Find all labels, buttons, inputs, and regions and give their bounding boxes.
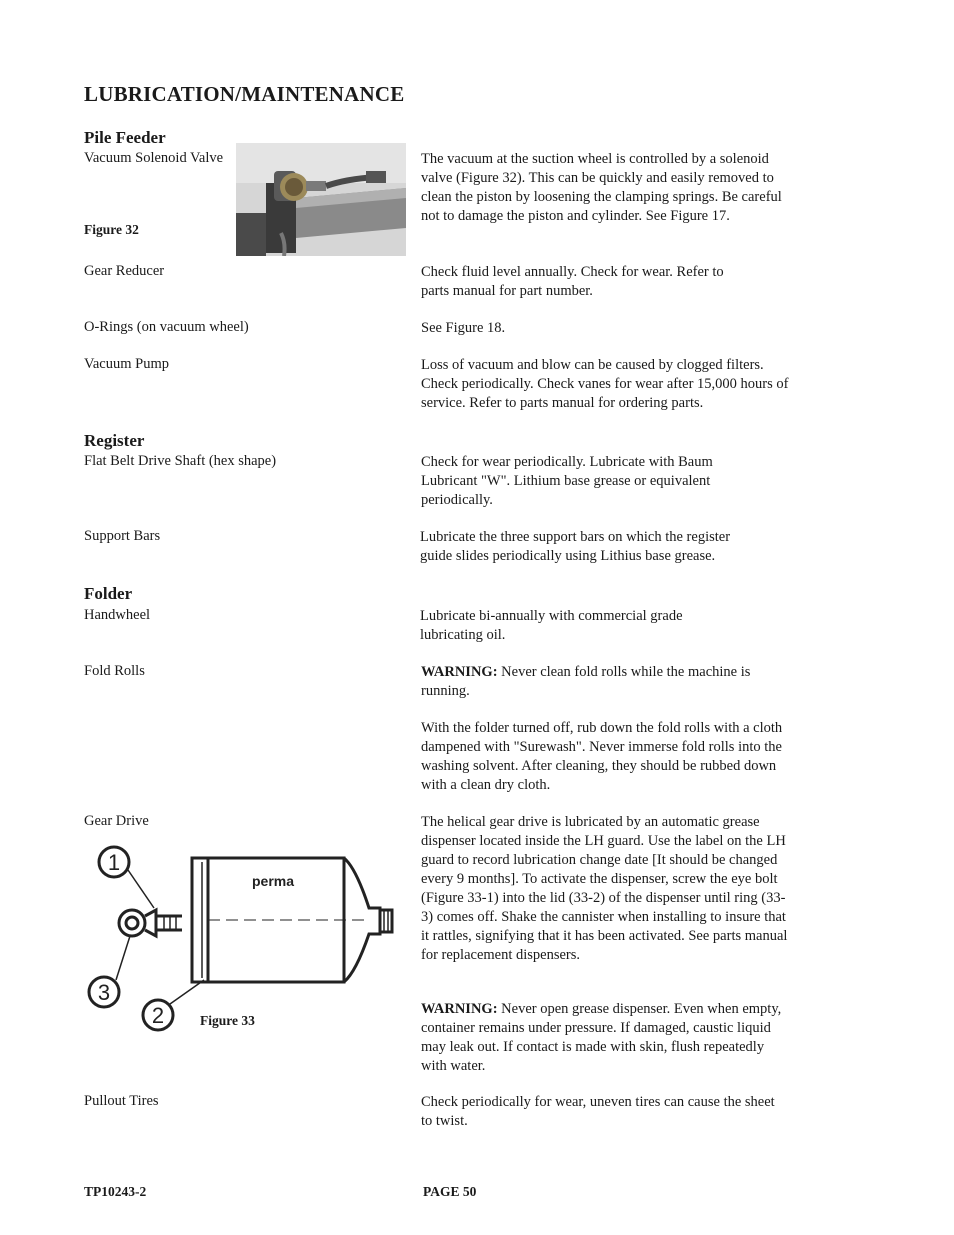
warning-label: WARNING: — [421, 664, 498, 680]
grease-dispenser-illustration — [84, 838, 414, 1038]
support-bars-label: Support Bars — [84, 528, 161, 544]
flat-belt-label: Flat Belt Drive Shaft (hex shape) — [84, 453, 277, 469]
vacuum-solenoid-desc: The vacuum at the suction wheel is controlled by a solenoid valve (Figure 32). This can be quickly and easily removed to clean the piston by loosening the clamping springs. Be careful not to damage the piston and cylinder. See Figure 17. — [421, 151, 782, 224]
gear-drive-desc: The helical gear drive is lubricated by an automatic grease dispenser located inside the LH guard. Use the label on the LH guard to record lubrication change date [It should be changed every 9 months]. To activate the dispenser, screw the eye bolt (Figure 33-1) into the lid (33-2) of the dispenser until ring (33-3) comes off. Shake the cannister when installing to insure that it rattles, signifying that it has been activated. See parts manual for replacement dispensers. — [421, 814, 788, 963]
fold-rolls-desc: With the folder turned off, rub down the fold rolls with a cloth dampened with "Surewash". Never immerse fold rolls into the washing solvent. After cleaning, they should be rubbed down with a clean dry cloth. — [421, 720, 783, 793]
handwheel-desc: Lubricate bi-annually with commercial grade lubricating oil. — [420, 608, 683, 643]
warning-text: Never open grease dispenser. Even when empty, container remains under pressure. If damaged, caustic liquid may leak out. If contact is made with skin, flush repeatedly with water. — [421, 1001, 782, 1074]
footer-document-id: TP10243-2 — [84, 1184, 147, 1199]
folder-heading: Folder — [84, 584, 133, 603]
callout-1: 1 — [107, 850, 121, 875]
warning-text: Never clean fold rolls while the machine is running. — [421, 664, 751, 699]
orings-desc: See Figure 18. — [421, 320, 506, 336]
pile-feeder-heading: Pile Feeder — [84, 128, 166, 147]
gear-reducer-desc: Check fluid level annually. Check for wear. Refer to parts manual for part number. — [421, 264, 724, 299]
flat-belt-desc: Check for wear periodically. Lubricate with Baum Lubricant "W". Lithium base grease or equivalent periodically. — [421, 454, 713, 508]
pullout-tires-desc: Check periodically for wear, uneven tires can cause the sheet to twist. — [421, 1094, 775, 1129]
register-heading: Register — [84, 431, 145, 450]
fold-rolls-warning — [421, 663, 796, 701]
figure-33-caption: Figure 33 — [200, 1013, 255, 1028]
gear-reducer-label: Gear Reducer — [84, 263, 165, 279]
vacuum-pump-label: Vacuum Pump — [84, 356, 169, 372]
pullout-tires-label: Pullout Tires — [84, 1093, 159, 1109]
page-title: LUBRICATION/MAINTENANCE — [84, 82, 405, 106]
gear-drive-label: Gear Drive — [84, 813, 149, 829]
figure-33-diagram — [84, 838, 414, 1038]
callout-3: 3 — [97, 980, 111, 1005]
vacuum-pump-desc: Loss of vacuum and blow can be caused by clogged filters. Check periodically. Check vanes for wear after 15,000 hours of service. Refer to parts manual for ordering parts. — [421, 357, 789, 411]
warning-label: WARNING: — [421, 1001, 498, 1017]
vacuum-solenoid-label: Vacuum Solenoid Valve — [84, 150, 224, 166]
solenoid-valve-illustration — [236, 143, 406, 256]
fold-rolls-label: Fold Rolls — [84, 663, 145, 679]
callout-2: 2 — [151, 1003, 165, 1028]
orings-label: O-Rings (on vacuum wheel) — [84, 319, 249, 335]
support-bars-desc: Lubricate the three support bars on which the register guide slides periodically using Lithius base grease. — [420, 529, 731, 564]
figure-32-caption: Figure 32 — [84, 222, 139, 237]
perma-brand-text: perma — [252, 873, 295, 889]
handwheel-label: Handwheel — [84, 607, 151, 623]
gear-drive-warning — [421, 1000, 791, 1076]
footer-page-number: PAGE 50 — [423, 1184, 477, 1199]
figure-32-photo — [236, 143, 406, 256]
